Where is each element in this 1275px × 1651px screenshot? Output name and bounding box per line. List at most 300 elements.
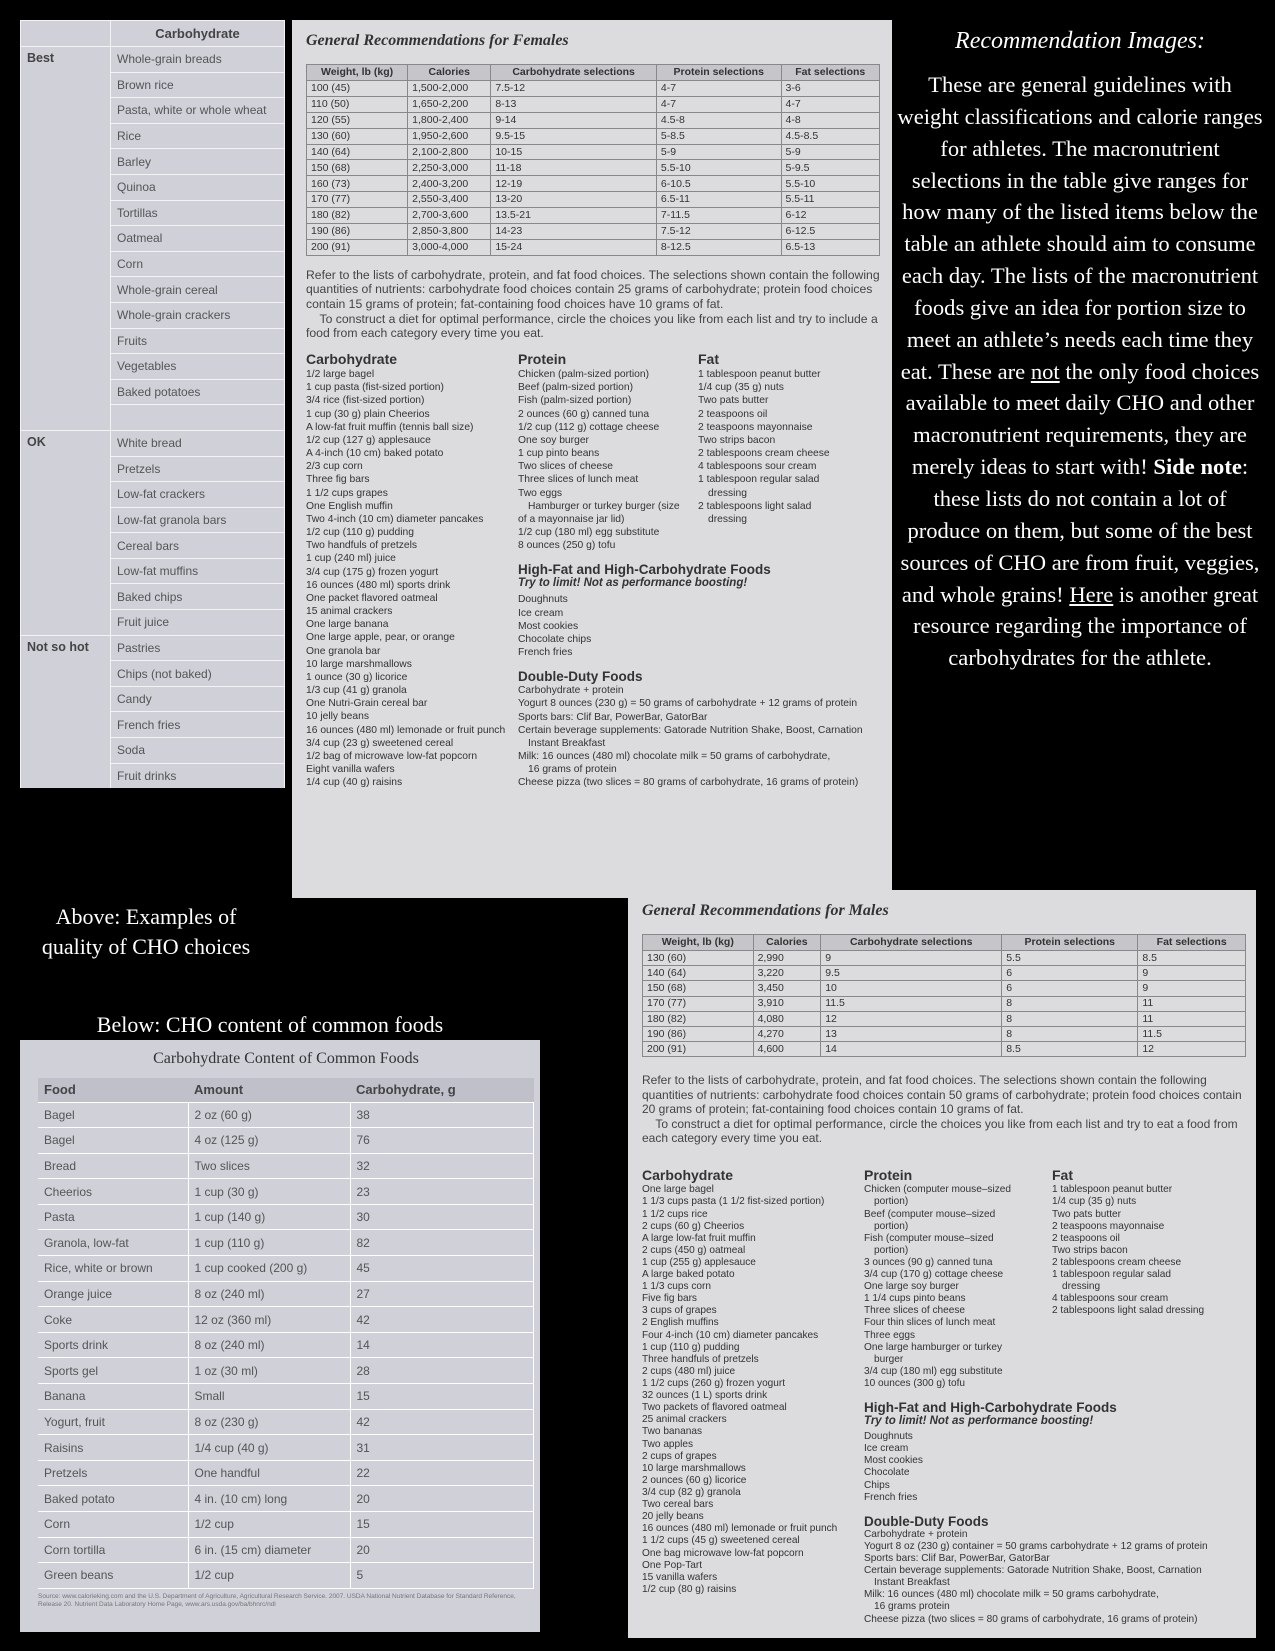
- table-cell: Bagel: [38, 1128, 188, 1154]
- females-dd-item: 16 grams of protein: [528, 764, 617, 776]
- females-row: [307, 192, 880, 208]
- males-carb-item: 32 ounces (1 L) sports drink: [642, 1390, 768, 1402]
- males-fat-item: 1/4 cup (35 g) nuts: [1052, 1196, 1137, 1208]
- males-carb-item: 2 cups (480 ml) juice: [642, 1365, 736, 1377]
- table-cell: Bread: [38, 1153, 188, 1179]
- males-header-cell: Protein selections: [1002, 935, 1138, 951]
- quality-item: [111, 405, 285, 431]
- females-dd-title: Double-Duty Foods: [518, 669, 643, 685]
- females-cell: 7.5-12: [491, 81, 657, 97]
- males-fat-item: 2 tablespoons cream cheese: [1052, 1256, 1182, 1268]
- males-carb-item: 16 ounces (480 ml) lemonade or fruit punch: [642, 1523, 838, 1535]
- table-row: [38, 1153, 534, 1179]
- females-cell: 2,550-3,400: [408, 192, 491, 208]
- females-carb-item: 16 ounces (480 ml) lemonade or fruit punch: [306, 724, 506, 736]
- females-lists: [306, 351, 880, 790]
- females-cell: 120 (55): [307, 112, 408, 128]
- table-cell: 15: [350, 1384, 534, 1410]
- table-row: [38, 1307, 534, 1333]
- females-cell: 11-18: [491, 160, 657, 176]
- females-dd-item: Certain beverage supplements: Gatorade Nutrition Shake, Boost, Carnation: [518, 724, 863, 736]
- males-cell: 4,600: [753, 1042, 821, 1057]
- females-carb-item: 1/2 bag of microwave low-fat popcorn: [306, 751, 478, 762]
- females-cell: 100 (45): [307, 81, 408, 97]
- females-carb-item: 10 large marshmallows: [306, 658, 412, 670]
- males-row: [643, 966, 1246, 981]
- males-fat-list: [1052, 1167, 1244, 1390]
- males-carb-item: One bag microwave low-fat popcorn: [642, 1547, 804, 1559]
- rec-p4: is another great resource regarding the importance of carbohydrates for the athlete.: [913, 581, 1259, 671]
- females-carb-item: 3/4 rice (fist-sized portion): [306, 395, 425, 407]
- males-protein-item: portion): [874, 1220, 909, 1232]
- table-cell: 4 in. (10 cm) long: [188, 1486, 350, 1512]
- quality-item: Quinoa: [111, 174, 285, 200]
- table-row: [38, 1486, 534, 1512]
- males-hf-subtitle: Try to limit! Not as performance boosting!: [864, 1415, 1094, 1428]
- females-protein-item: One soy burger: [518, 434, 589, 446]
- females-cell: 160 (73): [307, 176, 408, 192]
- table-cell: Granola, low-fat: [38, 1230, 188, 1256]
- table-cell: 32: [350, 1153, 534, 1179]
- females-cell: 180 (82): [307, 208, 408, 224]
- females-carb-item: 15 animal crackers: [306, 606, 393, 618]
- females-row: [307, 160, 880, 176]
- males-carb-item: 1 1/3 cups pasta (1 1/2 fist-sized portion): [642, 1196, 825, 1208]
- males-row: [643, 981, 1246, 996]
- females-carb-item: 3/4 cup (175 g) frozen yogurt: [306, 566, 439, 578]
- females-protein-item: 1/2 cup (180 ml) egg substitute: [518, 527, 660, 539]
- females-hf-item: Ice cream: [518, 607, 564, 619]
- males-carb-item: Five fig bars: [642, 1293, 697, 1305]
- males-hf-item: Chocolate: [864, 1467, 910, 1479]
- table-cell: 42: [350, 1409, 534, 1435]
- males-cell: 170 (77): [643, 996, 754, 1011]
- males-row: [643, 1042, 1246, 1057]
- males-header-cell: Carbohydrate selections: [821, 935, 1002, 951]
- males-carb-item: 1 1/3 cups corn: [642, 1281, 712, 1293]
- males-cell: 150 (68): [643, 981, 754, 996]
- females-cell: 5-8.5: [656, 128, 781, 144]
- females-table-header: [307, 65, 880, 81]
- quality-category: OK: [21, 430, 111, 635]
- quality-item: Soda: [111, 738, 285, 764]
- males-carb-item: Two apples: [642, 1438, 694, 1450]
- table-row: [38, 1179, 534, 1205]
- females-cell: 6.5-11: [656, 192, 781, 208]
- females-header-cell: Protein selections: [656, 65, 781, 81]
- table-row: [38, 1204, 534, 1230]
- females-hf-item-list: [518, 593, 878, 659]
- females-fat-item: 1/4 cup (35 g) nuts: [698, 382, 784, 394]
- females-carb-item: Three fig bars: [306, 474, 370, 486]
- table-row: [38, 1281, 534, 1307]
- females-cell: 1,500-2,000: [408, 81, 491, 97]
- males-intro-2: To construct a diet for optimal performance, circle the choices you like from each list and try to eat a food from each category every time you eat.: [642, 1116, 1238, 1145]
- females-fat-item: Two pats butter: [698, 395, 769, 407]
- females-carb-item-list: [306, 368, 518, 790]
- males-fat-item: 1 tablespoon regular salad: [1052, 1269, 1171, 1281]
- females-protein-item: Three slices of lunch meat: [518, 474, 639, 486]
- table-cell: 42: [350, 1307, 534, 1333]
- males-cell: 200 (91): [643, 1042, 754, 1057]
- females-fat-item: 1 tablespoon peanut butter: [698, 369, 821, 381]
- table-cell: 5: [350, 1563, 534, 1589]
- males-cell: 11: [1138, 1011, 1246, 1026]
- males-recommendations-panel: [628, 890, 1256, 1638]
- males-cell: 8: [1002, 996, 1138, 1011]
- males-protein-item-list: [864, 1184, 1052, 1390]
- males-cell: 140 (64): [643, 966, 754, 981]
- males-cell: 12: [1138, 1042, 1246, 1057]
- quality-item: Barley: [111, 149, 285, 175]
- females-cell: 130 (60): [307, 128, 408, 144]
- males-carb-item: Two packets of flavored oatmeal: [642, 1402, 787, 1414]
- quality-item: Low-fat granola bars: [111, 507, 285, 533]
- females-cell: 6-10.5: [656, 176, 781, 192]
- females-protein-item: 1 cup pinto beans: [518, 448, 600, 460]
- males-carb-item: 2 cups (450 g) oatmeal: [642, 1244, 746, 1256]
- females-row: [307, 239, 880, 255]
- males-carb-item: A large low-fat fruit muffin: [642, 1232, 756, 1244]
- table-row: [38, 1256, 534, 1282]
- females-dd-item: Carbohydrate + protein: [518, 685, 624, 697]
- females-cell: 1,950-2,600: [408, 128, 491, 144]
- females-carb-item: A low-fat fruit muffin (tennis ball size): [306, 421, 474, 433]
- males-row: [643, 996, 1246, 1011]
- females-dd-item: Instant Breakfast: [528, 737, 606, 749]
- males-carb-item: 2 English muffins: [642, 1317, 719, 1329]
- rec-p1: These are general guidelines with weight classifications and calorie ranges for athletes. The macronutrient selections in the table give ranges for how many of the listed items below the table an athlete should aim to consume each day. The lists of the macronutrient foods give an idea for portion size to meet an athlete’s needs each time they eat. These are: [897, 72, 1263, 384]
- males-cell: 3,220: [753, 966, 821, 981]
- females-cell: 10-15: [491, 144, 657, 160]
- females-carb-item: Eight vanilla wafers: [306, 764, 395, 776]
- males-fat-item: 1 tablespoon peanut butter: [1052, 1184, 1173, 1196]
- males-intro-1: Refer to the lists of carbohydrate, protein, and fat food choices. The selections shown contain the following quantities of nutrients: carbohydrate food choices contain 50 grams of carbohydrate; protein food choices contain 20 grams of protein; fat-containing food choices contain 10 grams of fat.: [642, 1073, 1242, 1117]
- females-fat-item: dressing: [708, 513, 747, 525]
- females-fat-item: dressing: [708, 487, 747, 499]
- females-row: [307, 81, 880, 97]
- males-dd-item: Sports bars: Clif Bar, PowerBar, GatorBar: [864, 1553, 1050, 1565]
- males-dd-item-list: [864, 1529, 1244, 1626]
- table-cell: 20: [350, 1486, 534, 1512]
- table-row: [38, 1435, 534, 1461]
- males-title: General Recommendations for Males: [642, 902, 889, 919]
- males-carb-item: 1 1/2 cups (45 g) sweetened cereal: [642, 1535, 800, 1547]
- table-cell: 8 oz (230 g): [188, 1409, 350, 1435]
- quality-row: [21, 47, 285, 73]
- carb-content-header-cell: Food: [38, 1078, 188, 1102]
- table-cell: Two slices: [188, 1153, 350, 1179]
- males-dd-item: Yogurt 8 oz (230 g) container = 50 grams carbohydrate + 12 grams of protein: [864, 1540, 1208, 1552]
- males-fat-item-list: [1052, 1184, 1244, 1317]
- males-right-lists: [864, 1167, 1244, 1625]
- females-cell: 2,400-3,200: [408, 176, 491, 192]
- males-carb-item: 15 vanilla wafers: [642, 1571, 718, 1583]
- table-cell: 4 oz (125 g): [188, 1128, 350, 1154]
- females-fat-item: 2 teaspoons mayonnaise: [698, 421, 813, 433]
- females-cell: 170 (77): [307, 192, 408, 208]
- males-carb-item: 1 cup (110 g) pudding: [642, 1341, 740, 1353]
- females-carb-item: 1 ounce (30 g) licorice: [306, 671, 408, 683]
- table-cell: 30: [350, 1204, 534, 1230]
- males-protein-title: Protein: [864, 1167, 913, 1184]
- males-carb-item: 20 jelly beans: [642, 1511, 704, 1523]
- males-cell: 180 (82): [643, 1011, 754, 1026]
- quality-item: Baked potatoes: [111, 379, 285, 405]
- recommendation-body: [895, 69, 1265, 674]
- males-header-cell: Fat selections: [1138, 935, 1246, 951]
- females-dd-item: Cheese pizza (two slices = 80 grams of carbohydrate, 16 grams of protein): [518, 777, 859, 789]
- rec-not: not: [1030, 358, 1060, 384]
- quality-header: Carbohydrate: [111, 21, 285, 47]
- table-row: [38, 1128, 534, 1154]
- table-cell: Coke: [38, 1307, 188, 1333]
- males-carb-item: Four 4-inch (10 cm) diameter pancakes: [642, 1329, 819, 1341]
- quality-item: Low-fat crackers: [111, 482, 285, 508]
- males-hf-item: Doughnuts: [864, 1431, 913, 1443]
- table-cell: Orange juice: [38, 1281, 188, 1307]
- females-protein-item: Fish (palm-sized portion): [518, 395, 632, 407]
- females-hf-item: Doughnuts: [518, 594, 568, 606]
- males-carb-item: 2 cups of grapes: [642, 1450, 717, 1462]
- females-carb-item: 1/2 large bagel: [306, 369, 375, 381]
- cho-quality-panel: [20, 20, 285, 788]
- rec-side-note: Side note: [1153, 454, 1242, 480]
- females-cell: 150 (68): [307, 160, 408, 176]
- females-cell: 4-8: [781, 112, 880, 128]
- table-row: [38, 1230, 534, 1256]
- females-dd-item: Milk: 16 ounces (480 ml) chocolate milk = 50 grams of carbohydrate,: [518, 751, 831, 763]
- table-row: [38, 1537, 534, 1563]
- females-hf-subtitle: Try to limit! Not as performance boosting!: [518, 577, 748, 590]
- carb-content-header-cell: Amount: [188, 1078, 350, 1102]
- females-dd-item-list: [518, 684, 878, 789]
- males-cell: 3,450: [753, 981, 821, 996]
- males-carb-item: 1 1/2 cups (260 g) frozen yogurt: [642, 1378, 786, 1390]
- females-recommendations-panel: [292, 20, 892, 898]
- males-protein-item: 3 ounces (90 g) canned tuna: [864, 1256, 993, 1268]
- females-carb-item: 1 cup (30 g) plain Cheerios: [306, 408, 430, 420]
- table-row: [38, 1512, 534, 1538]
- females-intro: [306, 268, 880, 341]
- males-row: [643, 951, 1246, 966]
- females-row: [307, 96, 880, 112]
- quality-row: [21, 635, 285, 661]
- females-carb-item: One granola bar: [306, 645, 381, 657]
- females-row: [307, 144, 880, 160]
- males-intro: [642, 1073, 1246, 1145]
- males-row: [643, 1011, 1246, 1026]
- males-hf-item: Most cookies: [864, 1455, 923, 1467]
- females-carb-item: 16 ounces (480 ml) sports drink: [306, 579, 451, 591]
- females-fat-title: Fat: [698, 351, 719, 368]
- females-fat-item: 2 tablespoons cream cheese: [698, 448, 830, 460]
- females-protein-item: Beef (palm-sized portion): [518, 382, 634, 394]
- table-cell: 22: [350, 1460, 534, 1486]
- females-header-cell: Fat selections: [781, 65, 880, 81]
- table-cell: 2 oz (60 g): [188, 1102, 350, 1128]
- rec-p2: the only food choices available to meet daily CHO and other macronutrient requirements, they are merely ideas to start with!: [905, 358, 1260, 480]
- quality-item: Fruit drinks: [111, 763, 285, 788]
- table-cell: Raisins: [38, 1435, 188, 1461]
- table-cell: 8 oz (240 ml): [188, 1332, 350, 1358]
- table-cell: Baked potato: [38, 1486, 188, 1512]
- females-carb-item: Two 4-inch (10 cm) diameter pancakes: [306, 513, 484, 525]
- quality-item: Oatmeal: [111, 226, 285, 252]
- males-fat-item: Two strips bacon: [1052, 1244, 1128, 1256]
- males-header-cell: Calories: [753, 935, 821, 951]
- females-cell: 9.5-15: [491, 128, 657, 144]
- males-dd-item: Cheese pizza (two slices = 80 grams of carbohydrate, 16 grams of protein): [864, 1613, 1198, 1625]
- females-carb-title: Carbohydrate: [306, 351, 398, 368]
- females-fat-item-list: [698, 368, 878, 526]
- females-carb-item: Two handfuls of pretzels: [306, 540, 418, 552]
- males-cell: 9: [1138, 966, 1246, 981]
- quality-item: Pasta, white or whole wheat: [111, 98, 285, 124]
- males-carb-item: 1 1/2 cups rice: [642, 1208, 708, 1220]
- females-cell: 15-24: [491, 239, 657, 255]
- females-cell: 5.5-10: [781, 176, 880, 192]
- males-dd-item: Carbohydrate + protein: [864, 1528, 968, 1540]
- quality-item: Whole-grain crackers: [111, 302, 285, 328]
- males-protein-item: One large hamburger or turkey: [864, 1341, 1003, 1353]
- females-row: [307, 128, 880, 144]
- females-cell: 4-7: [656, 81, 781, 97]
- males-dd-item: Milk: 16 ounces (480 ml) chocolate milk = 50 grams carbohydrate,: [864, 1589, 1159, 1601]
- table-cell: 15: [350, 1512, 534, 1538]
- table-cell: Corn: [38, 1512, 188, 1538]
- table-cell: 8 oz (240 ml): [188, 1281, 350, 1307]
- quality-item: Chips (not baked): [111, 661, 285, 687]
- females-fat-item: 2 teaspoons oil: [698, 408, 768, 420]
- carb-content-body: [38, 1102, 534, 1588]
- females-carb-item: 3/4 cup (23 g) sweetened cereal: [306, 737, 454, 749]
- females-cell: 4-7: [656, 96, 781, 112]
- males-cell: 13: [821, 1026, 1002, 1041]
- males-header-cell: Weight, lb (kg): [643, 935, 754, 951]
- table-cell: 1 cup (140 g): [188, 1204, 350, 1230]
- females-cell: 13.5-21: [491, 208, 657, 224]
- quality-row: [21, 430, 285, 456]
- males-cell: 6: [1002, 966, 1138, 981]
- table-cell: Cheerios: [38, 1179, 188, 1205]
- quality-item: Baked chips: [111, 584, 285, 610]
- males-protein-item: Three eggs: [864, 1329, 916, 1341]
- females-cell: 1,650-2,200: [408, 96, 491, 112]
- females-cell: 3,000-4,000: [408, 239, 491, 255]
- females-header-cell: Carbohydrate selections: [491, 65, 657, 81]
- females-cell: 5.5-11: [781, 192, 880, 208]
- table-cell: 31: [350, 1435, 534, 1461]
- females-carb-item: 1 cup pasta (fist-sized portion): [306, 382, 444, 394]
- males-table-header: [643, 935, 1246, 951]
- males-fat-item: Two pats butter: [1052, 1208, 1122, 1220]
- quality-item: Brown rice: [111, 72, 285, 98]
- table-cell: 1 cup (30 g): [188, 1179, 350, 1205]
- males-protein-item: 1 1/4 cups pinto beans: [864, 1293, 966, 1305]
- males-cell: 11.5: [1138, 1026, 1246, 1041]
- females-protein-item: Hamburger or turkey burger (size: [528, 500, 680, 512]
- females-cell: 140 (64): [307, 144, 408, 160]
- quality-item: Pretzels: [111, 456, 285, 482]
- males-dd-title: Double-Duty Foods: [864, 1513, 989, 1529]
- females-protein-item: 1/2 cup (112 g) cottage cheese: [518, 421, 660, 433]
- males-table: [642, 934, 1246, 1057]
- rec-p3: : these lists do not contain a lot of produce on them, but some of the best sources of CHO are from fruit, veggies, and whole grains!: [900, 454, 1260, 607]
- males-fat-item: 4 tablespoons sour cream: [1052, 1293, 1169, 1305]
- females-row: [307, 112, 880, 128]
- females-cell: 7.5-12: [656, 224, 781, 240]
- males-cell: 11.5: [821, 996, 1002, 1011]
- females-cell: 2,250-3,000: [408, 160, 491, 176]
- females-cell: 5-9: [656, 144, 781, 160]
- females-row: [307, 224, 880, 240]
- females-cell: 6-12: [781, 208, 880, 224]
- males-cell: 4,270: [753, 1026, 821, 1041]
- quality-item: White bread: [111, 430, 285, 456]
- females-intro-2: To construct a diet for optimal performance, circle the choices you like from each list and try to include a food from each category every time you eat.: [306, 311, 878, 341]
- table-cell: 6 in. (15 cm) diameter: [188, 1537, 350, 1563]
- males-carb-item: Two cereal bars: [642, 1499, 714, 1511]
- females-cell: 1,800-2,400: [408, 112, 491, 128]
- males-carb-item: 25 animal crackers: [642, 1414, 727, 1426]
- table-cell: 20: [350, 1537, 534, 1563]
- females-intro-1: Refer to the lists of carbohydrate, protein, and fat food choices. The selections shown contain the following quantities of nutrients: carbohydrate food choices contain 25 grams of carbohydrate; protein food choices contain 15 grams of protein; fat-containing food choices have 10 grams of fat.: [306, 267, 880, 312]
- males-cell: 8: [1002, 1011, 1138, 1026]
- females-fat-item: 4 tablespoons sour cream: [698, 461, 817, 473]
- females-cell: 190 (86): [307, 224, 408, 240]
- females-protein-list: [518, 351, 698, 552]
- quality-item: Whole-grain cereal: [111, 277, 285, 303]
- females-cell: 4.5-8: [656, 112, 781, 128]
- females-carb-item: 1/4 cup (40 g) raisins: [306, 777, 403, 789]
- table-cell: Sports gel: [38, 1358, 188, 1384]
- females-cell: 8-12.5: [656, 239, 781, 255]
- males-protein-item: 3/4 cup (180 ml) egg substitute: [864, 1365, 1003, 1377]
- males-hf-title: High-Fat and High-Carbohydrate Foods: [864, 1400, 1117, 1416]
- females-dd-item: Sports bars: Clif Bar, PowerBar, GatorBar: [518, 711, 708, 723]
- males-protein-item: Chicken (computer mouse–sized: [864, 1184, 1011, 1196]
- carb-content-panel: [20, 1040, 540, 1632]
- males-cell: 9: [821, 951, 1002, 966]
- females-carb-item: One large apple, pear, or orange: [306, 632, 455, 644]
- females-cell: 13-20: [491, 192, 657, 208]
- here-link[interactable]: Here: [1069, 581, 1114, 607]
- males-carb-item: Three handfuls of pretzels: [642, 1353, 759, 1365]
- females-carb-item: One Nutri-Grain cereal bar: [306, 698, 428, 710]
- males-protein-item: Beef (computer mouse–sized: [864, 1208, 996, 1220]
- table-cell: Pasta: [38, 1204, 188, 1230]
- quality-item: Rice: [111, 123, 285, 149]
- carb-content-table: [38, 1078, 534, 1589]
- table-cell: 1/4 cup (40 g): [188, 1435, 350, 1461]
- females-protein-item: Chicken (palm-sized portion): [518, 369, 650, 381]
- males-protein-item: Fish (computer mouse–sized: [864, 1232, 994, 1244]
- males-cell: 12: [821, 1011, 1002, 1026]
- females-cell: 5-9: [781, 144, 880, 160]
- recommendation-text: [895, 28, 1265, 674]
- females-cell: 6.5-13: [781, 239, 880, 255]
- table-cell: 76: [350, 1128, 534, 1154]
- males-carb-item: Two bananas: [642, 1426, 703, 1438]
- females-cell: 12-19: [491, 176, 657, 192]
- females-fat-list: [698, 351, 878, 552]
- table-cell: 1 oz (30 ml): [188, 1358, 350, 1384]
- females-cell: 2,700-3,600: [408, 208, 491, 224]
- males-cell: 9: [1138, 981, 1246, 996]
- males-cell: 3,910: [753, 996, 821, 1011]
- males-carb-list: [642, 1167, 864, 1625]
